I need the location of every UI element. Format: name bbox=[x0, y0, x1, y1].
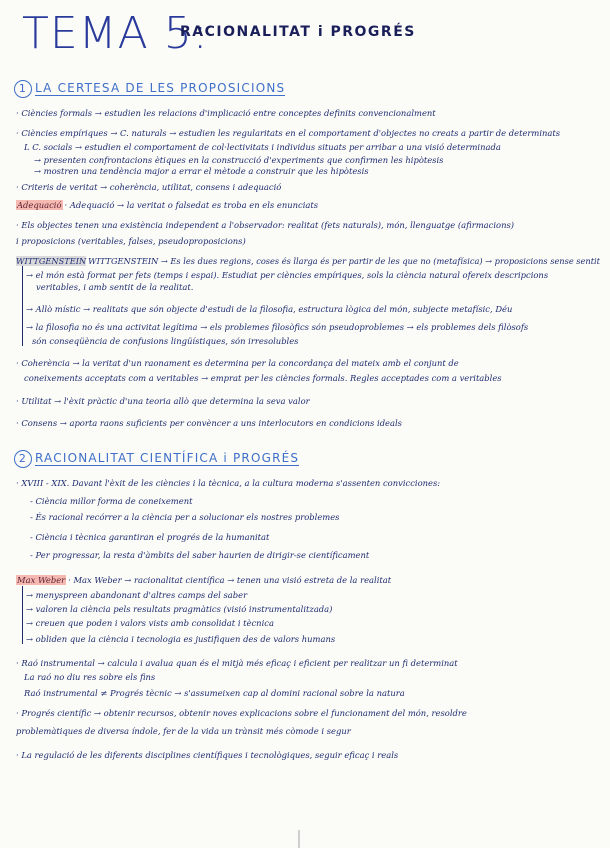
page-subtitle: RACIONALITAT i PROGRÉS bbox=[180, 24, 416, 40]
section-2-heading bbox=[14, 450, 299, 468]
highlight-max-weber: Max Weber bbox=[17, 575, 66, 585]
line: → presenten confrontacions ètiques en la construcció d'experiments que confirmen les hipòtesis bbox=[34, 155, 444, 165]
line: problemàtiques de diversa índole, fer de la vida un trànsit més còmode i segur bbox=[16, 726, 351, 736]
bracket bbox=[22, 266, 23, 346]
line: → mostren una tendència major a errar el mètode a construir que les hipòtesis bbox=[34, 166, 369, 176]
line: - És racional recórrer a la ciència per a solucionar els nostres problemes bbox=[30, 512, 340, 522]
line: · Els objectes tenen una existència independent a l'observador: realitat (fets naturals), món, llenguatge (afirmacions) bbox=[16, 220, 515, 230]
line: → creuen que poden i valors vists amb consolidat i tècnica bbox=[26, 618, 274, 628]
line: → Allò místic → realitats que són objecte d'estudi de la filosofia, estructura lògica del món, subjecte metafísic, Déu bbox=[26, 304, 513, 314]
line: - Per progressar, la resta d'àmbits del saber haurien de dirigir-se científicament bbox=[30, 550, 370, 560]
bracket bbox=[22, 586, 23, 644]
line: · Ciències empíriques → C. naturals → estudien les regularitats en el comportament d'objectes no creats a partir de determinats bbox=[16, 128, 561, 138]
line: WITTGENSTEIN WITTGENSTEIN → Es les dues regions, coses és llarga és per partir de les que no (metafísica) → proposicions sense sentit bbox=[16, 256, 600, 266]
highlight-adequacio: Adequació bbox=[17, 200, 62, 210]
line: coneixements acceptats com a veritables → emprat per les ciències formals. Regles acceptades com a veritables bbox=[24, 373, 502, 383]
line: → menyspreen abandonant d'altres camps del saber bbox=[26, 590, 248, 600]
line: - Ciència i tècnica garantiran el progrés de la humanitat bbox=[30, 532, 270, 542]
section-1-number: 1 bbox=[14, 80, 32, 98]
line: → el món està format per fets (temps i espai). Estudiat per ciències empíriques, sols la ciència natural ofereix descripcions bbox=[26, 270, 549, 280]
line: Raó instrumental ≠ Progrés tècnic → s'assumeixen cap al domini racional sobre la natura bbox=[24, 688, 405, 698]
line: · La regulació de les diferents disciplines científiques i tecnològiques, seguir eficaç i reals bbox=[16, 750, 399, 760]
line: · Utilitat → l'èxit pràctic d'una teoria allò que determina la seva valor bbox=[16, 396, 310, 406]
line: → la filosofia no és una activitat legítima → els problemes filosòfics són pseudoproblemes → els problemes dels filòsofs bbox=[26, 322, 529, 332]
line: La raó no diu res sobre els fins bbox=[24, 672, 156, 682]
line: · Raó instrumental → calcula i avalua quan és el mitjà més eficaç i eficient per realitzar un fi determinat bbox=[16, 658, 458, 668]
line: → valoren la ciència pels resultats pragmàtics (visió instrumentalitzada) bbox=[26, 604, 333, 614]
line: - Ciència millor forma de coneixement bbox=[30, 496, 193, 506]
page-title: TEMA 5: bbox=[22, 8, 209, 59]
line: · Coherència → la veritat d'un raonament es determina per la concordança del mateix amb el conjunt de bbox=[16, 358, 459, 368]
section-1-title: LA CERTESA DE LES PROPOSICIONS bbox=[35, 81, 286, 95]
line: L C. socials → estudien el comportament de col·lectivitats i individus situats per arribar a una visió determinada bbox=[24, 142, 501, 152]
line: · XVIII - XIX. Davant l'èxit de les ciències i la tècnica, a la cultura moderna s'assenten convicciones: bbox=[16, 478, 441, 488]
line: i proposicions (veritables, falses, pseudoproposicions) bbox=[16, 236, 246, 246]
line: Max Weber · Max Weber → racionalitat científica → tenen una visió estreta de la realitat bbox=[17, 575, 392, 585]
highlight-wittgenstein: WITTGENSTEIN bbox=[16, 256, 87, 266]
line: → obliden que la ciència i tecnologia es justifiquen des de valors humans bbox=[26, 634, 336, 644]
fold-mark bbox=[298, 830, 300, 848]
line: veritables, i amb sentit de la realitat. bbox=[36, 282, 194, 292]
section-2-title: RACIONALITAT CIENTÍFICA i PROGRÉS bbox=[35, 451, 300, 465]
line: · Ciències formals → estudien les relacions d'implicació entre conceptes definits convencionalment bbox=[16, 108, 436, 118]
line: · Progrés científic → obtenir recursos, obtenir noves explicacions sobre el funcionament del món, resoldre bbox=[16, 708, 467, 718]
section-2-number: 2 bbox=[14, 450, 32, 468]
line: · Criteris de veritat → coherència, utilitat, consens i adequació bbox=[16, 182, 282, 192]
line: són conseqüència de confusions lingüístiques, són irresolubles bbox=[32, 336, 299, 346]
section-1-heading bbox=[14, 80, 285, 98]
line: · Consens → aporta raons suficients per convèncer a uns interlocutors en condicions ideals bbox=[16, 418, 402, 428]
line: Adequació · Adequació → la veritat o falsedat es troba en els enunciats bbox=[17, 200, 319, 210]
